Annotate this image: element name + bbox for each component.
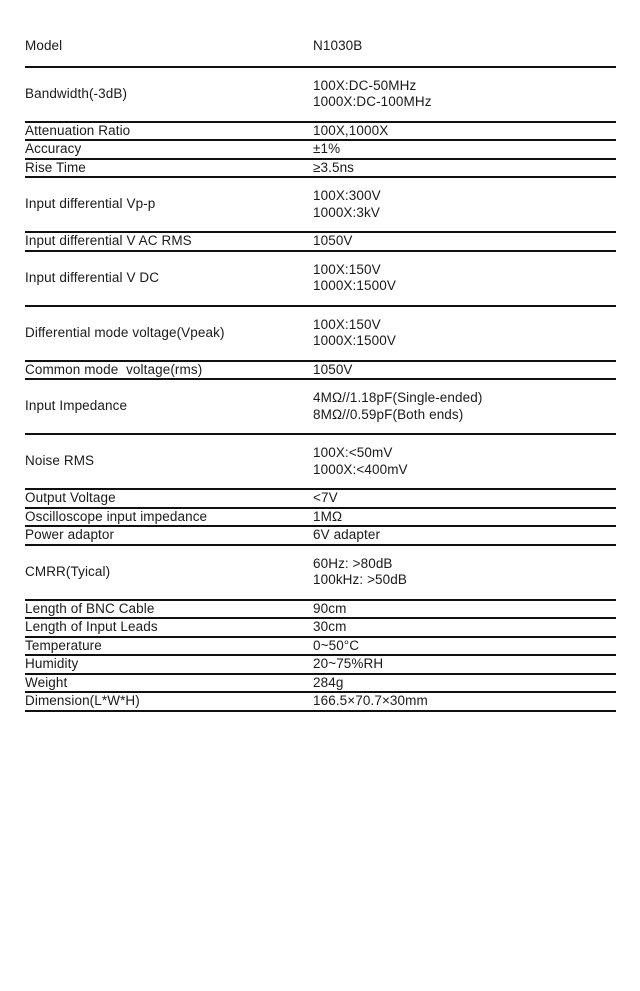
- spec-value: [313, 600, 616, 619]
- spec-value: [313, 306, 616, 361]
- spec-label: Noise RMS: [25, 453, 95, 469]
- spec-label: Bandwidth(-3dB): [25, 85, 128, 101]
- spec-value: [313, 674, 616, 693]
- spec-row: [25, 379, 616, 434]
- spec-value: [313, 67, 616, 122]
- spec-value-line: 8MΩ//0.59pF(Both ends): [313, 406, 464, 422]
- spec-value-line: ≥3.5ns: [313, 159, 355, 175]
- spec-label: Differential mode voltage(Vpeak): [25, 324, 225, 340]
- spec-value-line: 166.5×70.7×30mm: [313, 693, 428, 708]
- spec-label: Power adaptor: [25, 527, 115, 542]
- spec-row: [25, 508, 616, 527]
- spec-value-line: 100X:DC-50MHz: [313, 77, 417, 93]
- spec-row: [25, 526, 616, 545]
- spec-value-line: 1050V: [313, 233, 353, 248]
- spec-value: [313, 655, 616, 674]
- spec-value: [313, 526, 616, 545]
- spec-value: [313, 489, 616, 508]
- spec-value: [313, 159, 616, 178]
- spec-value: [313, 692, 616, 711]
- spec-label: Input differential V DC: [25, 269, 160, 285]
- spec-value-line: 1MΩ: [313, 508, 343, 524]
- spec-value: [313, 16, 616, 67]
- spec-value-line: 1000X:1500V: [313, 278, 396, 293]
- spec-row: [25, 159, 616, 178]
- spec-value-line: 4MΩ//1.18pF(Single-ended): [313, 390, 483, 405]
- spec-label: Oscilloscope input impedance: [25, 508, 208, 524]
- spec-row: [25, 232, 616, 251]
- spec-value-line: <7V: [313, 490, 338, 505]
- spec-label: Dimension(L*W*H): [25, 693, 140, 708]
- specifications-table-body: [25, 16, 616, 711]
- spec-value-line: 60Hz: >80dB: [313, 555, 393, 571]
- specifications-table: [25, 16, 616, 712]
- spec-value-line: 1000X:3kV: [313, 204, 380, 220]
- spec-label: Input differential V AC RMS: [25, 233, 192, 248]
- spec-label: Length of BNC Cable: [25, 600, 155, 616]
- spec-value: [313, 637, 616, 656]
- spec-value: [313, 508, 616, 527]
- spec-row: [25, 122, 616, 141]
- spec-value: [313, 140, 616, 159]
- spec-label: Rise Time: [25, 159, 86, 175]
- spec-value-line: 100X:300V: [313, 188, 381, 203]
- spec-row: [25, 545, 616, 600]
- spec-label: Input Impedance: [25, 398, 128, 414]
- spec-row: [25, 618, 616, 637]
- spec-row: [25, 16, 616, 67]
- spec-value: [313, 177, 616, 232]
- spec-value: [313, 232, 616, 251]
- spec-row: [25, 251, 616, 306]
- spec-label: Temperature: [25, 637, 102, 653]
- spec-value-line: N1030B: [313, 38, 363, 53]
- spec-row: [25, 67, 616, 122]
- spec-label: Attenuation Ratio: [25, 122, 131, 138]
- spec-label: Model: [25, 38, 63, 53]
- spec-value: [313, 251, 616, 306]
- spec-label: Output Voltage: [25, 490, 116, 505]
- spec-row: [25, 489, 616, 508]
- spec-value: [313, 618, 616, 637]
- spec-value-line: 1000X:<400mV: [313, 461, 408, 477]
- spec-row: [25, 361, 616, 380]
- spec-row: [25, 140, 616, 159]
- spec-value-line: 1050V: [313, 361, 353, 377]
- spec-label: Accuracy: [25, 141, 82, 156]
- spec-value-line: 0~50°C: [313, 637, 360, 653]
- spec-label: CMRR(Tyical): [25, 563, 111, 579]
- spec-label: Common mode voltage(rms): [25, 361, 203, 377]
- spec-value-line: 100X,1000X: [313, 122, 389, 138]
- spec-row: [25, 306, 616, 361]
- specification-sheet: [0, 16, 640, 991]
- spec-value: [313, 379, 616, 434]
- spec-row: [25, 637, 616, 656]
- spec-row: [25, 674, 616, 693]
- spec-row: [25, 434, 616, 489]
- spec-value-line: 100X:<50mV: [313, 445, 393, 460]
- spec-value-line: 90cm: [313, 600, 347, 616]
- spec-value: [313, 122, 616, 141]
- spec-value-line: 100X:150V: [313, 316, 381, 332]
- spec-label: Weight: [25, 674, 68, 690]
- spec-label: Input differential Vp-p: [25, 196, 156, 212]
- spec-value: [313, 545, 616, 600]
- spec-row: [25, 692, 616, 711]
- spec-value: [313, 361, 616, 380]
- spec-value-line: 20~75%RH: [313, 656, 384, 671]
- spec-label: Length of Input Leads: [25, 619, 158, 634]
- spec-row: [25, 177, 616, 232]
- spec-value-line: ±1%: [313, 141, 341, 156]
- spec-value-line: 6V adapter: [313, 527, 381, 542]
- spec-value-line: 100kHz: >50dB: [313, 572, 407, 587]
- spec-value-line: 284g: [313, 674, 344, 690]
- spec-value-line: 100X:150V: [313, 261, 381, 277]
- spec-row: [25, 600, 616, 619]
- spec-label: Humidity: [25, 656, 79, 671]
- spec-value-line: 1000X:1500V: [313, 333, 396, 348]
- spec-value-line: 30cm: [313, 619, 347, 634]
- spec-value: [313, 434, 616, 489]
- spec-row: [25, 655, 616, 674]
- spec-value-line: 1000X:DC-100MHz: [313, 94, 432, 109]
